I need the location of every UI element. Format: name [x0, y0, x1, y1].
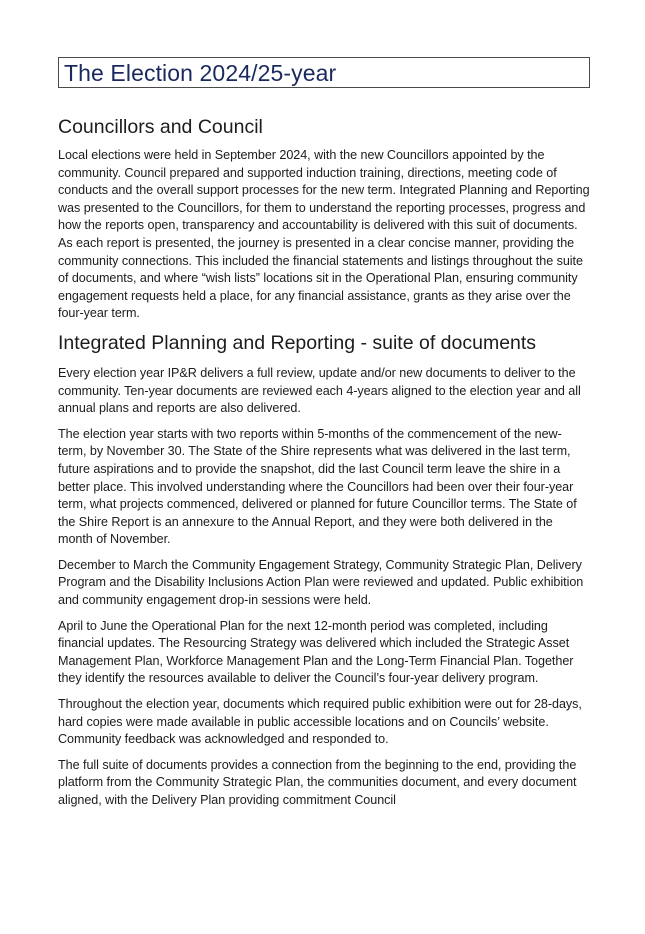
- paragraph-ipr-april-june: April to June the Operational Plan for the next 12-month period was completed, including financial updates. The Resourcing Strategy was delivered which included the Strategic Asset Management Plan, Workforce Management Plan and the Long-Term Financial Plan. Together they identify the resources available to deliver the Council’s four-year delivery program.: [58, 618, 574, 686]
- paragraph-councillors: Local elections were held in September 2024, with the new Councillors appointed by the community. Council prepared and supported induction training, directions, meeting code of conducts and the overall support processes for the new term. Integrated Planning and Reporting was presented to the Councillors, for them to understand the reporting processes, progress and how the reports open, transparency and accountability is delivered with this suit of documents. As each report is presented, the journey is presented in a clear concise manner, providing the community connections. This included the financial statements and listings throughout the suite of documents, and where “wish lists” locations sit in the Operational Plan, ensuring community engagement requests held a place, for any financial assistance, grants as they arise over the four-year term.: [58, 148, 590, 321]
- section-heading-councillors: Councillors and Council: [58, 116, 263, 138]
- document-page: [58, 57, 590, 818]
- title-box: [58, 57, 590, 88]
- paragraph-ipr-exhibition: Throughout the election year, documents which required public exhibition were out for 28-days, hard copies were made available in public accessible locations and on Councils’ website. Community feedback was acknowledged and responded to.: [58, 697, 582, 747]
- paragraph-ipr-review: Every election year IP&R delivers a full review, update and/or new documents to deliver to the community. Ten-year documents are reviewed each 4-years aligned to the election year and all annual plans and reports are also delivered.: [58, 365, 581, 416]
- paragraph-ipr-december-march: December to March the Community Engagement Strategy, Community Strategic Plan, Delivery Program and the Disability Inclusions Action Plan were reviewed and updated. Public exhibition and community engagement drop-in sessions were held.: [58, 557, 584, 608]
- section-heading-ipr: Integrated Planning and Reporting - suite of documents: [58, 331, 537, 354]
- paragraph-ipr-full-suite: The full suite of documents provides a connection from the beginning to the end, providing the platform from the Community Strategic Plan, the communities document, and every document aligned, with the Delivery Plan providing commitment Council: [58, 757, 577, 807]
- paragraph-ipr-election-year: The election year starts with two reports within 5-months of the commencement of the new-term, by November 30. The State of the Shire represents what was delivered in the last term, future aspirations and to provide the snapshot, did the last Council term leave the shire in a better place. This involved understanding where the Councillors had been over their four-year term, what projects commenced, delivered or planned for future Councillor terms. The State of the Shire Report is an annexure to the Annual Report, and they were both delivered in the month of November.: [58, 426, 577, 547]
- page-title: The Election 2024/25-year: [64, 59, 337, 86]
